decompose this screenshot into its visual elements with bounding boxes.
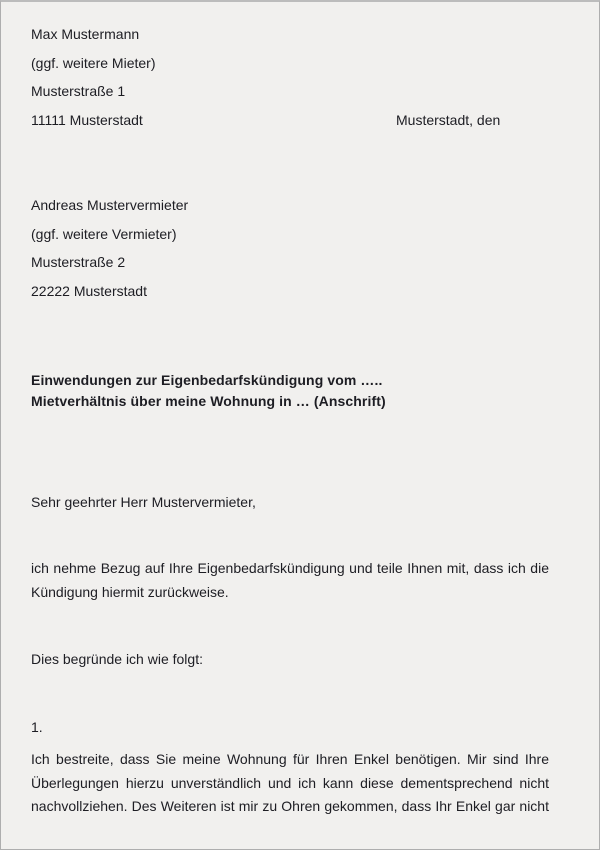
recipient-address-block [31,191,549,305]
recipient-street: Musterstraße 2 [31,254,126,270]
subject-line-2: Mietverhältnis über meine Wohnung in … (Anschrift) [31,392,386,409]
salutation: Sehr geehrter Herr Mustervermieter, [31,494,256,510]
intro-paragraph: ich nehme Bezug auf Ihre Eigenbedarfskündigung und teile Ihnen mit, dass ich die Kündigung hiermit zurückweise. [31,560,549,600]
recipient-additional-landlords: (ggf. weitere Vermieter) [31,225,177,242]
reason-lead-line: Dies begründe ich wie folgt: [31,651,203,667]
sender-address-block [31,20,549,134]
recipient-city: 22222 Musterstadt [31,282,147,299]
recipient-name: Andreas Mustervermieter [31,197,189,213]
point-1-paragraph: Ich bestreite, dass Sie meine Wohnung für Ihren Enkel benötigen. Mir sind Ihre Überlegungen hierzu unverständlich und ich kann diese dementsprechend nicht nachvollziehen. Des Weiteren ist mir zu Ohren gekommen, dass Ihr Enkel gar nicht [31,751,549,814]
sender-name: Max Mustermann [31,26,140,42]
sender-city-row [31,106,549,135]
subject-block [31,370,549,411]
sender-street: Musterstraße 1 [31,83,126,99]
subject-line-1: Einwendungen zur Eigenbedarfskündigung vom ….. [31,372,383,388]
city-date-line: Musterstadt, den [396,111,501,128]
sender-city: 11111 Musterstadt [31,111,143,128]
sender-additional-tenants: (ggf. weitere Mieter) [31,54,156,71]
point-number: 1. [31,719,43,735]
